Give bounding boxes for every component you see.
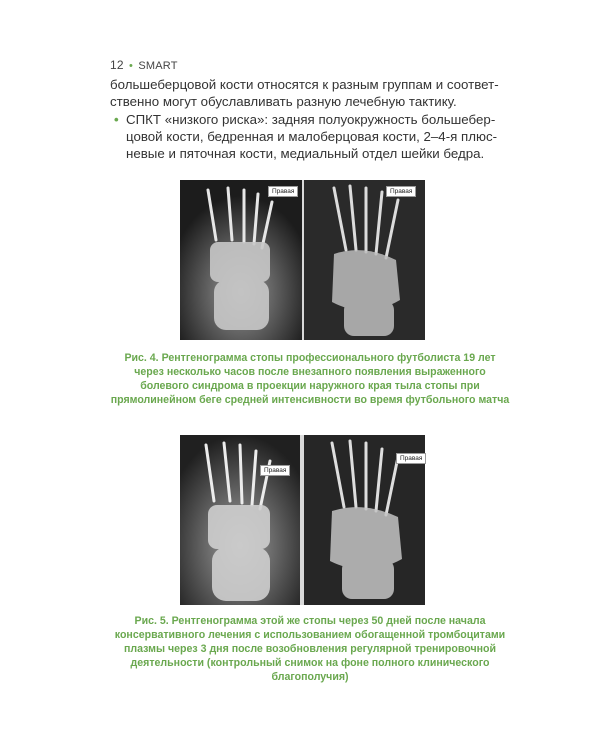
bullet-text: СПКТ «низкого риска»: задняя полуокружность большеберцовой кости, бедренная и малоберцовая кости, 2–4-я плюсневые и пяточная кости, медиальный отдел шейки бедра. (126, 112, 498, 161)
figure-4 (180, 180, 425, 340)
figure-4-right-label: Правая (386, 186, 416, 197)
xray-image-left (180, 435, 300, 605)
figure-5-left-label: Правая (260, 465, 290, 476)
bullet-item (110, 111, 505, 162)
figure-5-right-label: Правая (396, 453, 426, 464)
running-title: SMART (138, 60, 178, 72)
bullet-list (110, 111, 505, 162)
header-separator: • (129, 60, 134, 72)
body-text (110, 76, 505, 162)
body-paragraph: большеберцовой кости относятся к разным группам и соответственно могут обуславливать разную лечебную тактику. (110, 77, 499, 109)
figure-5 (180, 435, 425, 605)
figure-5-caption: Рис. 5. Рентгенограмма этой же стопы через 50 дней после начала консервативного лечения с использованием обогащенной тромбоцитами плазмы через 3 дня после возобновления регулярной тренировочной деятельности (контрольный снимок на фоне полного клинического благополучия) (114, 615, 506, 683)
xray-image-right (304, 180, 425, 340)
xray-image-left (180, 180, 302, 340)
bullet-marker: • (114, 112, 119, 127)
page-number: 12 (110, 58, 124, 72)
figure-4-caption: Рис. 4. Рентгенограмма стопы профессионального футболиста 19 лет через несколько часов после внезапного появления выраженного болевого синдрома в проекции наружного края тыла стопы при прямолинейном беге средней интенсивности во время футбольного матча (110, 352, 510, 406)
figure-4-left-label: Правая (268, 186, 298, 197)
page-header (110, 58, 178, 72)
